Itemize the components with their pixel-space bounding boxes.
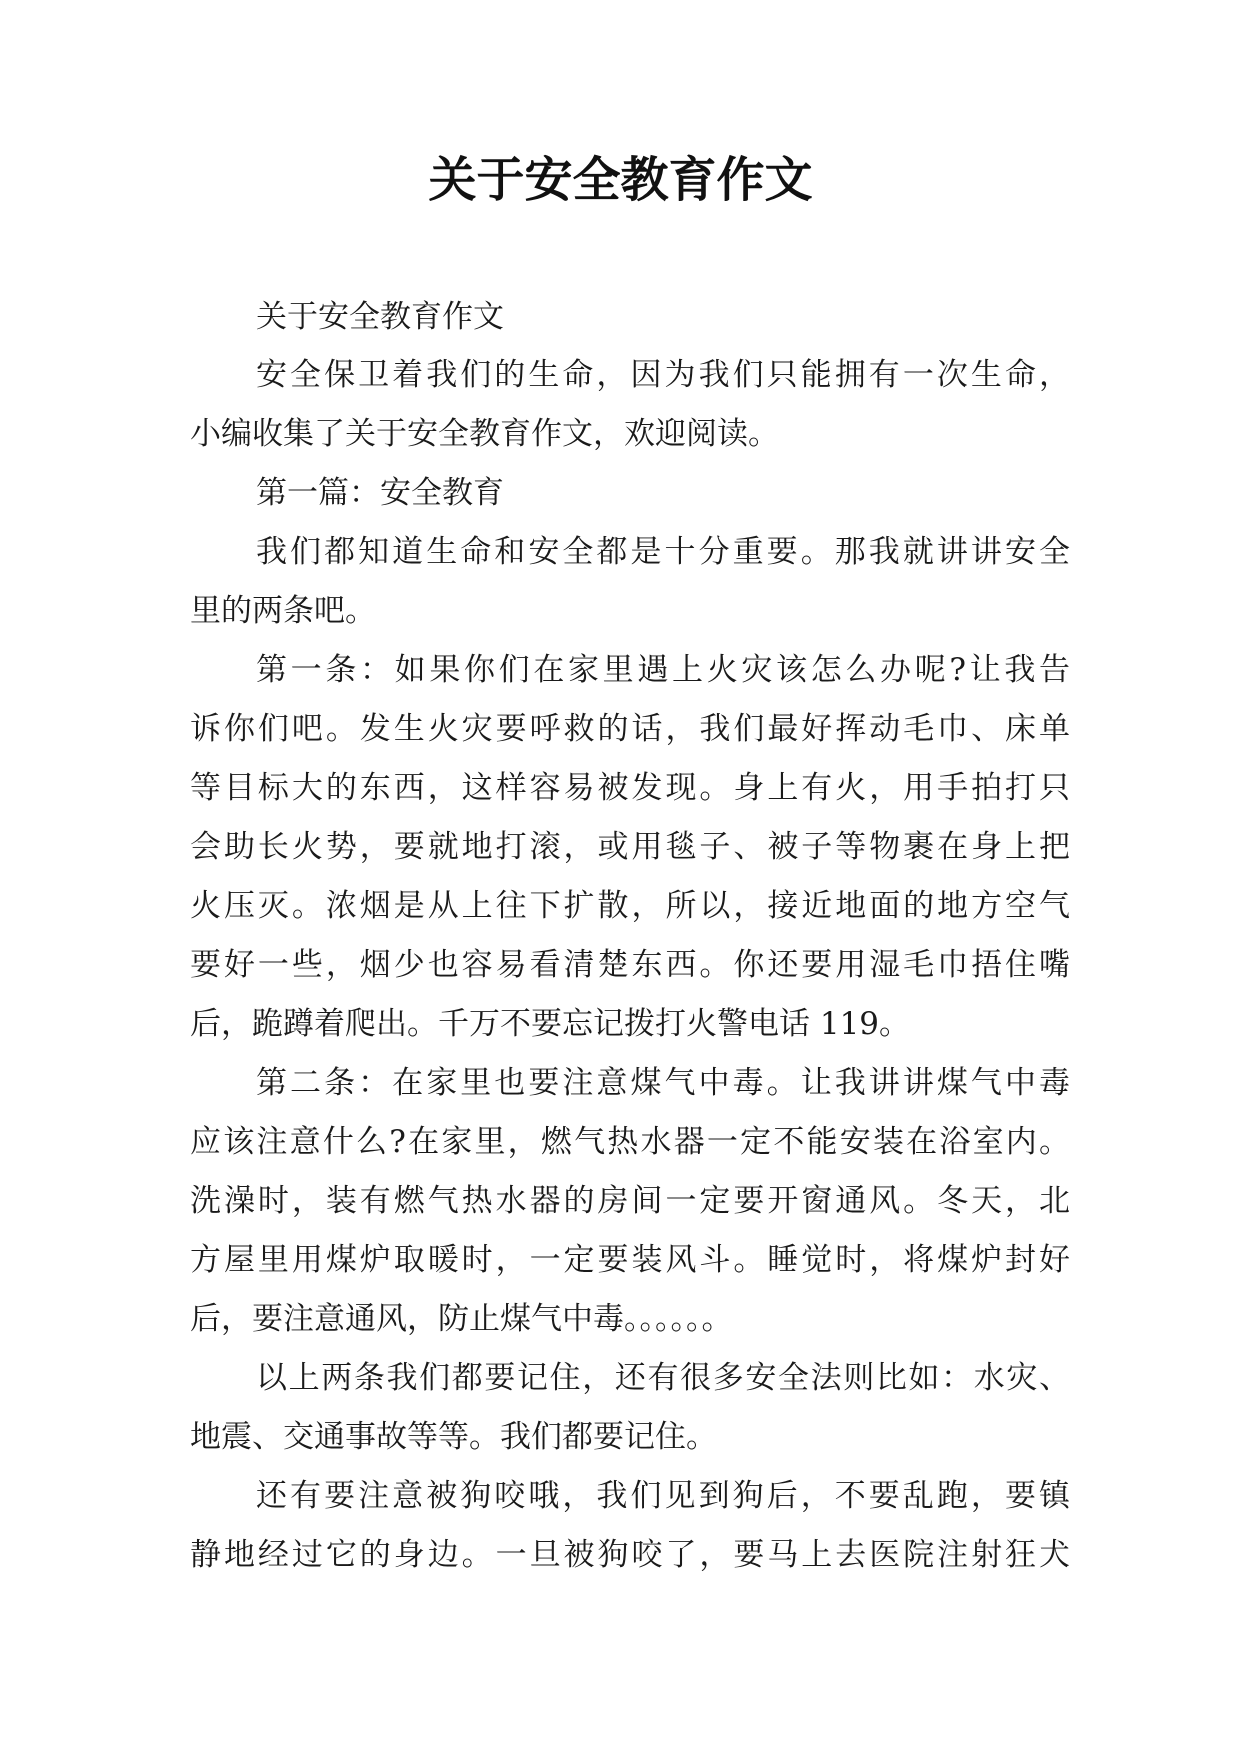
paragraph-4-line-2: 应该注意什么?在家里，燃气热水器一定不能安装在浴室内。 <box>190 1124 1070 1160</box>
paragraph-3-line-4: 会助长火势，要就地打滚，或用毯子、被子等物裹在身上把 <box>190 829 1070 865</box>
section-heading-line: 第一篇：安全教育 <box>256 475 504 511</box>
paragraph-heading-line: 关于安全教育作文 <box>256 299 504 335</box>
paragraph-6-line-1: 还有要注意被狗咬哦，我们见到狗后，不要乱跑，要镇 <box>256 1478 1070 1514</box>
paragraph-3-line-3: 等目标大的东西，这样容易被发现。身上有火，用手拍打只 <box>190 770 1070 806</box>
paragraph-5-line-2: 地震、交通事故等等。我们都要记住。 <box>190 1419 717 1455</box>
paragraph-3-line-5: 火压灭。浓烟是从上往下扩散，所以，接近地面的地方空气 <box>190 888 1070 924</box>
paragraph-3-line-6: 要好一些，烟少也容易看清楚东西。你还要用湿毛巾捂住嘴 <box>190 947 1070 983</box>
paragraph-4-line-3: 洗澡时，装有燃气热水器的房间一定要开窗通风。冬天，北 <box>190 1183 1070 1219</box>
paragraph-5-line-1: 以上两条我们都要记住，还有很多安全法则比如：水灾、 <box>256 1360 1070 1396</box>
paragraph-2-line-2: 里的两条吧。 <box>190 593 376 629</box>
paragraph-3-line-2: 诉你们吧。发生火灾要呼救的话，我们最好挥动毛巾、床单 <box>190 711 1070 747</box>
paragraph-3-line-1: 第一条：如果你们在家里遇上火灾该怎么办呢?让我告 <box>256 652 1070 688</box>
paragraph-6-line-2: 静地经过它的身边。一旦被狗咬了，要马上去医院注射狂犬 <box>190 1537 1070 1573</box>
paragraph-2-line-1: 我们都知道生命和安全都是十分重要。那我就讲讲安全 <box>256 534 1070 570</box>
paragraph-4-line-1: 第二条：在家里也要注意煤气中毒。让我讲讲煤气中毒 <box>256 1065 1070 1101</box>
paragraph-intro-line-1: 安全保卫着我们的生命，因为我们只能拥有一次生命， <box>256 357 1070 393</box>
paragraph-3-line-7: 后，跪蹲着爬出。千万不要忘记拨打火警电话 119。 <box>190 1006 911 1042</box>
document-title: 关于安全教育作文 <box>428 152 813 208</box>
paragraph-intro-line-2: 小编收集了关于安全教育作文，欢迎阅读。 <box>190 416 779 452</box>
paragraph-4-line-4: 方屋里用煤炉取暖时，一定要装风斗。睡觉时，将煤炉封好 <box>190 1242 1070 1278</box>
paragraph-4-line-5: 后，要注意通风，防止煤气中毒。。。。。。 <box>190 1301 733 1337</box>
